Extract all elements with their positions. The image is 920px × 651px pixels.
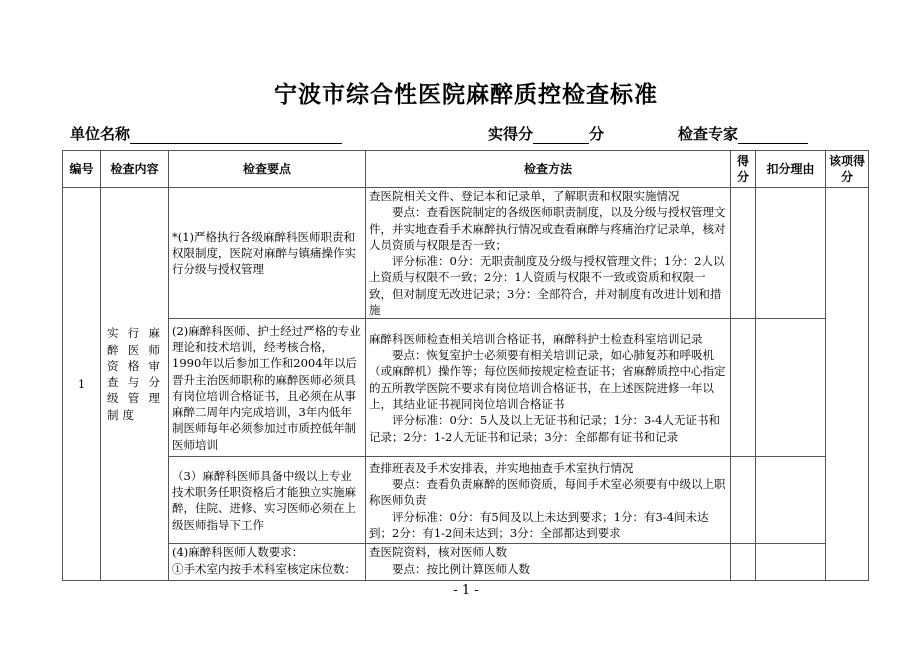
item-content: 实行麻醉医师资格审查与分级管理制度	[101, 188, 169, 581]
method-key-points: 要点：查看负责麻醉的医师资质，每间手术室必须要有中级以上职称医师负责	[369, 476, 726, 508]
deduction-reason-cell[interactable]	[756, 188, 826, 319]
expert-blank	[738, 127, 808, 144]
expert-label: 检查专家	[678, 125, 739, 143]
method-key-points: 要点：恢复室护士必须要有相关培训记录，如心肺复苏和呼吸机（或麻醉机）操作等；每位医师按规定检查证书；省麻醉质控中心指定的五所教学医院不要求有岗位培训合格证书，在上述医院进修一年以上，其结业证书视同岗位培训合格证书	[369, 348, 726, 412]
check-method	[366, 319, 731, 457]
unit-name-blank	[130, 127, 342, 144]
score-cell[interactable]	[731, 319, 756, 457]
expert-field	[678, 123, 808, 144]
col-content: 检查内容	[101, 151, 169, 188]
col-number: 编号	[63, 151, 101, 188]
score-label: 实得分	[488, 125, 534, 143]
score-blank	[533, 127, 589, 144]
score-cell[interactable]	[731, 457, 756, 544]
document-title: 宁波市综合性医院麻醉质控检查标准	[274, 82, 658, 108]
method-text: 查排班表及手术安排表，并实地抽查手术室执行情况	[369, 460, 634, 475]
method-key-points: 要点：查看医院制定的各级医师职责制度，以及分级与授权管理文件，并实地查看手术麻醉执行情况或查看麻醉与疼痛治疗记录单，核对人员资质与权限是否一致；	[369, 205, 726, 252]
method-text: 麻醉科医师检查相关培训合格证书，麻醉科护士检查科室培训记录	[369, 331, 703, 346]
col-item-score: 该项得分	[826, 151, 869, 188]
table-row	[63, 188, 869, 319]
check-method	[366, 544, 731, 581]
table-row	[63, 457, 869, 544]
inspection-table	[62, 150, 869, 581]
item-score-cell[interactable]	[826, 188, 869, 581]
col-score: 得分	[731, 151, 756, 188]
method-text: 查医院资料，核对医师人数	[369, 545, 507, 560]
col-points: 检查要点	[169, 151, 366, 188]
unit-name-label: 单位名称	[70, 125, 131, 143]
score-cell[interactable]	[731, 544, 756, 581]
check-point: (4)麻醉科医师人数要求： ①手术室内按手术科室核定床位数：	[169, 544, 366, 581]
check-point: （3）麻醉科医师具备中级以上专业技术职务任职资格后才能独立实施麻醉，住院、进修、实习医师必须在上级医师指导下工作	[169, 457, 366, 544]
table-row	[63, 319, 869, 457]
score-unit: 分	[589, 125, 605, 143]
deduction-reason-cell[interactable]	[756, 457, 826, 544]
check-method	[366, 188, 731, 319]
method-scoring: 评分标准：0分：无职责制度及分级与授权管理文件；1分：2人以上资质与权限不一致；2分：1人资质与权限不一致或资质和权限一致，但对制度无改进记录；3分：全部符合，并对制度有改进计划和措施	[369, 254, 725, 318]
check-method	[366, 457, 731, 544]
check-point: (2)麻醉科医师、护士经过严格的专业理论和技术培训，经考核合格，1990年以后参加工作和2004年以后晋升主治医师职称的麻醉医师必须具有岗位培训合格证书，且必须在从事麻醉二周年内完成培训，3年内低年制医师每年必须参加过市质控低年制医师培训	[169, 319, 366, 457]
method-scoring: 评分标准：0分：5人及以上无证书和记录；1分：3-4人无证书和记录；2分：1-2人无证书和记录；3分：全部都有证书和记录	[369, 413, 720, 444]
method-scoring: 评分标准：0分：有5间及以上未达到要求；1分：有3-4间未达到；2分：有1-2间未达到；3分：全部都达到要求	[369, 509, 709, 540]
item-number: 1	[63, 188, 101, 581]
score-cell[interactable]	[731, 188, 756, 319]
page-number: - 1 -	[453, 583, 479, 598]
col-deduction-reason: 扣分理由	[756, 151, 826, 188]
col-method: 检查方法	[366, 151, 731, 188]
deduction-reason-cell[interactable]	[756, 319, 826, 457]
table-header-row	[63, 151, 869, 188]
check-point: *(1)严格执行各级麻醉科医师职责和权限制度，医院对麻醉与镇痛操作实行分级与授权管理	[169, 188, 366, 319]
score-field	[488, 123, 604, 144]
unit-name-field	[70, 123, 342, 144]
deduction-reason-cell[interactable]	[756, 544, 826, 581]
method-key-points: 要点：按比例计算医师人数	[392, 561, 530, 576]
method-text: 查医院相关文件、登记本和记录单，了解职责和权限实施情况	[369, 189, 680, 203]
table-row	[63, 544, 869, 581]
